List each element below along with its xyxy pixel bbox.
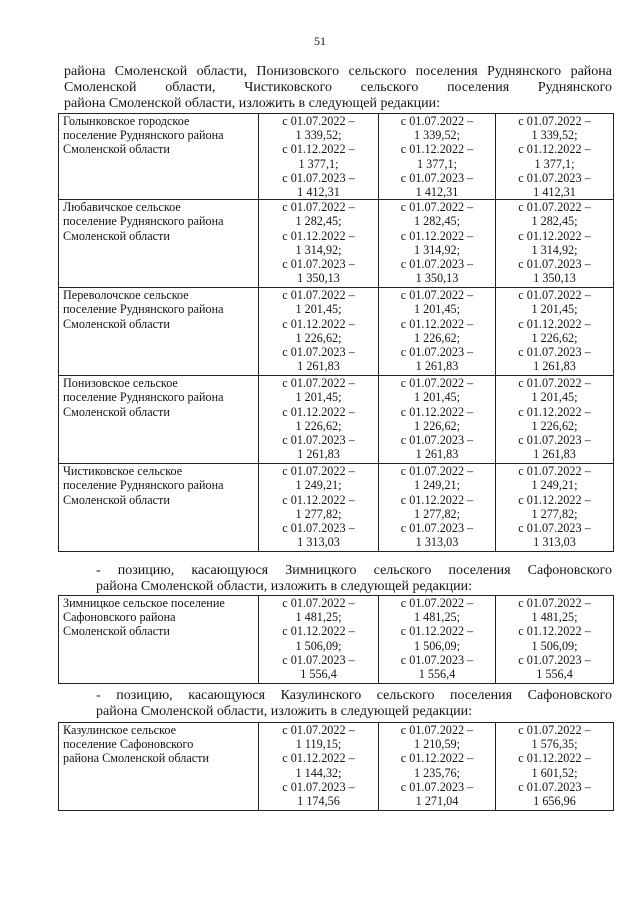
cell-line: с 01.07.2022 – — [518, 723, 591, 737]
cell-line: с 01.12.2022 – — [518, 492, 591, 507]
cell-line: 1 339,52; — [295, 128, 342, 143]
cell-line: 1 201,45; — [531, 302, 578, 317]
cell-line: с 01.07.2022 – — [518, 596, 591, 610]
cell-line: Чистиковское сельское — [63, 464, 183, 479]
cell-line: 1 313,03 — [297, 535, 340, 550]
cell-line: с 01.12.2022 – — [400, 624, 474, 639]
cell-line: с 01.07.2022 – — [400, 464, 474, 479]
paragraph-line-last: района Смоленской области, изложить в следующей редакции: — [96, 579, 472, 594]
cell-line: с 01.07.2023 – — [400, 652, 474, 667]
cell-line: 1 277,82; — [295, 506, 342, 521]
cell-line: с 01.07.2023 – — [400, 521, 474, 536]
cell-line: 1 201,45; — [295, 302, 342, 317]
tariff-table-zimnitskoe — [58, 595, 614, 684]
cell-line: 1 282,45; — [531, 214, 578, 229]
cell-line: Переволочское сельское — [63, 288, 189, 303]
paragraph-line: - позицию, касающуюся Зимницкого сельского поселения Сафоновского — [96, 563, 612, 578]
cell-line: 1 314,92; — [531, 242, 578, 257]
settlement-name-cell — [59, 596, 259, 684]
cell-line: Смоленской области — [63, 228, 170, 243]
cell-line: с 01.07.2023 – — [518, 345, 591, 360]
cell-line: с 01.07.2023 – — [282, 779, 355, 794]
cell-line: 1 226,62; — [413, 330, 461, 345]
cell-line: 1 377,1; — [534, 156, 575, 171]
tariff-cell — [379, 596, 496, 684]
cell-line: 1 226,62; — [295, 330, 342, 345]
cell-line: с 01.12.2022 – — [282, 404, 355, 419]
tariff-cell — [259, 376, 379, 464]
cell-line: с 01.07.2023 – — [518, 779, 591, 794]
settlement-name-cell — [59, 464, 259, 552]
cell-line: 1 226,62; — [295, 418, 342, 433]
cell-line: с 01.12.2022 – — [282, 492, 355, 507]
cell-line: с 01.07.2022 – — [518, 200, 591, 215]
cell-line: 1 481,25; — [531, 610, 578, 625]
settlement-name-cell — [59, 114, 259, 200]
cell-line: 1 261,83 — [415, 447, 459, 462]
cell-line: района Смоленской области — [63, 751, 209, 766]
tariff-cell — [259, 596, 379, 684]
cell-line: 1 481,25; — [413, 610, 461, 625]
cell-line: с 01.12.2022 – — [282, 751, 355, 766]
cell-line: 1 235,76; — [413, 765, 461, 780]
cell-line: 1 277,82; — [531, 506, 578, 521]
cell-line: 1 226,62; — [531, 418, 578, 433]
cell-line: с 01.07.2023 – — [518, 257, 591, 272]
kazulinskoe-paragraph — [64, 688, 612, 720]
cell-line: с 01.07.2023 – — [282, 652, 355, 667]
cell-line: с 01.07.2023 – — [282, 521, 355, 536]
cell-line: 1 261,83 — [533, 447, 576, 462]
cell-line: с 01.12.2022 – — [400, 316, 474, 331]
cell-line: с 01.07.2022 – — [282, 376, 355, 391]
cell-line: 1 481,25; — [295, 610, 342, 625]
cell-line: с 01.07.2023 – — [400, 433, 474, 448]
cell-line: Смоленской области — [63, 142, 170, 157]
cell-line: с 01.07.2022 – — [282, 723, 355, 737]
tariff-cell — [379, 723, 496, 811]
tariff-cell — [496, 376, 614, 464]
cell-line: с 01.07.2023 – — [282, 170, 355, 185]
tariff-cell — [259, 464, 379, 552]
table-row — [59, 376, 614, 464]
cell-line: 1 282,45; — [295, 214, 342, 229]
cell-line: поселение Сафоновского — [63, 737, 194, 752]
cell-line: 1 412,31 — [415, 185, 459, 200]
tariff-cell — [259, 114, 379, 200]
cell-line: с 01.12.2022 – — [518, 142, 591, 157]
cell-line: с 01.12.2022 – — [518, 404, 591, 419]
cell-line: 1 412,31 — [533, 185, 576, 200]
cell-line: 1 377,1; — [417, 156, 457, 171]
cell-line: с 01.12.2022 – — [518, 316, 591, 331]
cell-line: с 01.12.2022 – — [282, 624, 355, 639]
cell-line: 1 282,45; — [413, 214, 461, 229]
cell-line: с 01.12.2022 – — [282, 142, 355, 157]
cell-line: с 01.07.2022 – — [282, 114, 355, 128]
cell-line: Любавичское сельское — [63, 200, 181, 215]
table-row — [59, 114, 614, 200]
cell-line: с 01.12.2022 – — [518, 751, 591, 766]
cell-line: с 01.12.2022 – — [518, 228, 591, 243]
cell-line: 1 556,4 — [418, 667, 456, 682]
cell-line: поселение Руднянского района — [63, 390, 224, 405]
cell-line: с 01.07.2022 – — [282, 200, 355, 215]
tariff-table-rudnya — [58, 113, 614, 552]
cell-line: с 01.07.2023 – — [518, 521, 591, 536]
cell-line: Сафоновского района — [63, 610, 176, 625]
cell-line: Смоленской области — [63, 404, 170, 419]
cell-line: 1 201,45; — [413, 390, 461, 405]
settlement-name-cell — [59, 200, 259, 288]
intro-line: района Смоленской области, Понизовского сельского поселения Руднянского — [64, 64, 562, 79]
cell-line: 1 226,62; — [531, 330, 578, 345]
tariff-cell — [379, 464, 496, 552]
cell-line: с 01.12.2022 – — [282, 316, 355, 331]
cell-line: с 01.07.2023 – — [518, 652, 591, 667]
cell-line: 1 314,92; — [295, 242, 342, 257]
cell-line: 1 412,31 — [297, 185, 340, 200]
cell-line: с 01.07.2023 – — [400, 257, 474, 272]
cell-line: с 01.07.2022 – — [400, 114, 474, 128]
cell-line: 1 249,21; — [413, 478, 461, 493]
cell-line: с 01.07.2022 – — [518, 376, 591, 391]
cell-line: 1 201,45; — [413, 302, 461, 317]
paragraph-line: - позицию, касающуюся Казулинского сельского поселения Сафоновского — [96, 688, 612, 703]
cell-line: поселение Руднянского района — [63, 128, 224, 143]
cell-line: 1 313,03 — [533, 535, 576, 550]
cell-line: с 01.07.2022 – — [518, 464, 591, 479]
tariff-cell — [496, 288, 614, 376]
cell-line: с 01.07.2022 – — [400, 288, 474, 303]
cell-line: 1 261,83 — [533, 359, 576, 374]
cell-line: 1 506,09; — [531, 638, 578, 653]
cell-line: Зимницкое сельское поселение — [63, 596, 225, 610]
cell-line: 1 277,82; — [413, 506, 461, 521]
cell-line: с 01.12.2022 – — [400, 142, 474, 157]
cell-line: 1 261,83 — [297, 447, 340, 462]
cell-line: 1 601,52; — [531, 765, 578, 780]
tariff-table-kazulinskoe — [58, 722, 614, 811]
tariff-cell — [379, 288, 496, 376]
cell-line: 1 314,92; — [413, 242, 461, 257]
cell-line: 1 313,03 — [415, 535, 459, 550]
cell-line: с 01.12.2022 – — [518, 624, 591, 639]
cell-line: 1 556,4 — [536, 667, 573, 682]
page-number: 51 — [314, 34, 326, 48]
cell-line: с 01.12.2022 – — [400, 751, 474, 766]
settlement-name-cell — [59, 288, 259, 376]
cell-line: с 01.12.2022 – — [400, 492, 474, 507]
cell-line: с 01.12.2022 – — [400, 404, 474, 419]
tariff-cell — [259, 200, 379, 288]
cell-line: Голынковское городское — [63, 114, 190, 128]
table-row — [59, 288, 614, 376]
cell-line: поселение Руднянского района — [63, 302, 224, 317]
cell-line: поселение Руднянского района — [63, 478, 224, 493]
tariff-cell — [379, 376, 496, 464]
intro-paragraph — [64, 64, 612, 112]
cell-line: с 01.07.2023 – — [400, 170, 474, 185]
cell-line: 1 506,09; — [413, 638, 461, 653]
table-row — [59, 200, 614, 288]
cell-line: с 01.07.2023 – — [400, 779, 474, 794]
cell-line: с 01.07.2023 – — [282, 345, 355, 360]
tariff-cell — [496, 596, 614, 684]
settlement-name-cell — [59, 376, 259, 464]
cell-line: с 01.07.2022 – — [400, 596, 474, 610]
cell-line: 1 119,15; — [295, 737, 342, 752]
cell-line: с 01.07.2022 – — [400, 376, 474, 391]
cell-line: 1 249,21; — [295, 478, 342, 493]
cell-line: 1 271,04 — [415, 794, 459, 809]
cell-line: 1 377,1; — [298, 156, 339, 171]
cell-line: 1 210,59; — [413, 737, 461, 752]
cell-line: с 01.07.2022 – — [282, 596, 355, 610]
cell-line: 1 339,52; — [413, 128, 461, 143]
intro-line-last: района Смоленской области, изложить в следующей редакции: — [64, 96, 440, 111]
tariff-cell — [379, 114, 496, 200]
cell-line: Смоленской области — [63, 316, 170, 331]
tariff-cell — [496, 464, 614, 552]
cell-line: с 01.07.2023 – — [400, 345, 474, 360]
zimnitskoe-paragraph — [64, 563, 612, 595]
cell-line: Смоленской области — [63, 492, 170, 507]
cell-line: с 01.07.2022 – — [518, 288, 591, 303]
cell-line: Казулинское сельское — [63, 723, 177, 737]
cell-line: с 01.07.2023 – — [518, 433, 591, 448]
table-row — [59, 596, 614, 684]
cell-line: с 01.07.2023 – — [282, 433, 355, 448]
cell-line: 1 556,4 — [300, 667, 337, 682]
cell-line: 1 339,52; — [531, 128, 578, 143]
cell-line: Смоленской области — [63, 624, 170, 639]
tariff-cell — [259, 723, 379, 811]
cell-line: 1 656,96 — [533, 794, 576, 809]
table-row — [59, 723, 614, 811]
intro-line: района Смоленской области, Чистиковского сельского поселения Руднянского — [64, 64, 612, 95]
cell-line: 1 350,13 — [533, 271, 576, 286]
cell-line: 1 226,62; — [413, 418, 461, 433]
tariff-cell — [379, 200, 496, 288]
cell-line: 1 506,09; — [295, 638, 342, 653]
tariff-cell — [259, 288, 379, 376]
cell-line: с 01.07.2022 – — [400, 200, 474, 215]
cell-line: с 01.07.2023 – — [518, 170, 591, 185]
cell-line: 1 201,45; — [295, 390, 342, 405]
cell-line: 1 261,83 — [297, 359, 340, 374]
cell-line: 1 201,45; — [531, 390, 578, 405]
cell-line: поселение Руднянского района — [63, 214, 224, 229]
table-row — [59, 464, 614, 552]
cell-line: с 01.12.2022 – — [400, 228, 474, 243]
settlement-name-cell — [59, 723, 259, 811]
cell-line: с 01.07.2022 – — [282, 288, 355, 303]
cell-line: 1 350,13 — [415, 271, 459, 286]
tariff-cell — [496, 200, 614, 288]
cell-line: с 01.07.2023 – — [282, 257, 355, 272]
cell-line: с 01.07.2022 – — [282, 464, 355, 479]
cell-line: с 01.07.2022 – — [518, 114, 591, 128]
cell-line: Понизовское сельское — [63, 376, 178, 391]
cell-line: с 01.12.2022 – — [282, 228, 355, 243]
cell-line: с 01.07.2022 – — [400, 723, 474, 737]
cell-line: 1 174,56 — [297, 794, 340, 809]
cell-line: 1 261,83 — [415, 359, 459, 374]
cell-line: 1 350,13 — [297, 271, 340, 286]
cell-line: 1 576,35; — [531, 737, 578, 752]
cell-line: 1 249,21; — [531, 478, 578, 493]
tariff-cell — [496, 114, 614, 200]
tariff-cell — [496, 723, 614, 811]
paragraph-line-last: района Смоленской области, изложить в следующей редакции: — [96, 704, 472, 719]
cell-line: 1 144,32; — [295, 765, 342, 780]
